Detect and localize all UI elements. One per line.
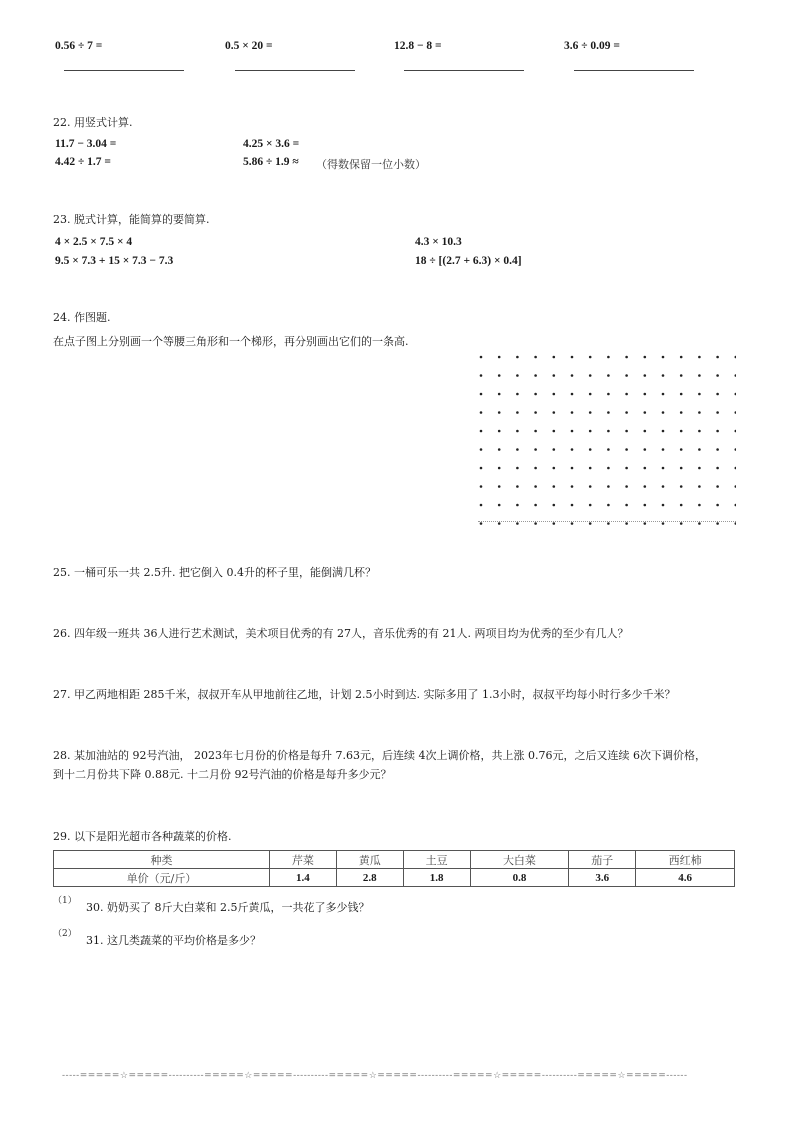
- q28-line-1: 28. 某加油站的 92号汽油， 2023年七月份的价格是每升 7.63元，后连续 4次上调价格，共上涨 0.76元，之后又连续 6次下调价格，: [53, 749, 706, 762]
- grid-dot[interactable]: [644, 374, 647, 377]
- q22-item-3: 4.42 ÷ 1.7 =: [55, 156, 111, 168]
- grid-dot[interactable]: [571, 485, 574, 488]
- price-cell: 2.8: [336, 869, 403, 887]
- grid-dot[interactable]: [516, 374, 519, 377]
- grid-dot[interactable]: [571, 374, 574, 377]
- grid-dot[interactable]: [516, 356, 519, 359]
- grid-dot[interactable]: [553, 504, 556, 507]
- header-cell: 种类: [54, 851, 270, 869]
- q23-item-4: 18 ÷ [(2.7 + 6.3) × 0.4]: [415, 255, 522, 267]
- grid-dot[interactable]: [498, 430, 501, 433]
- grid-dot[interactable]: [662, 504, 665, 507]
- table-header-row: [54, 851, 735, 869]
- grid-dot[interactable]: [480, 485, 483, 488]
- grid-dot[interactable]: [625, 448, 628, 451]
- grid-dot[interactable]: [680, 430, 683, 433]
- grid-dot[interactable]: [698, 467, 701, 470]
- row-label: 单价（元/斤）: [54, 869, 270, 887]
- grid-dot[interactable]: [716, 393, 719, 396]
- grid-dot[interactable]: [553, 411, 556, 414]
- grid-dot[interactable]: [607, 448, 610, 451]
- grid-dot[interactable]: [625, 522, 628, 525]
- grid-dot[interactable]: [516, 448, 519, 451]
- grid-dot[interactable]: [698, 504, 701, 507]
- grid-dot[interactable]: [607, 411, 610, 414]
- grid-dot[interactable]: [480, 448, 483, 451]
- answer-line-1[interactable]: [64, 70, 184, 71]
- grid-dot[interactable]: [662, 374, 665, 377]
- calc-expr-3: 12.8 − 8 =: [394, 40, 442, 52]
- grid-dot[interactable]: [534, 522, 537, 525]
- grid-dot[interactable]: [625, 356, 628, 359]
- grid-dot[interactable]: [662, 356, 665, 359]
- grid-dot[interactable]: [553, 448, 556, 451]
- header-cell: 大白菜: [470, 851, 569, 869]
- header-cell: 茄子: [569, 851, 636, 869]
- answer-line-3[interactable]: [404, 70, 524, 71]
- grid-dot[interactable]: [553, 393, 556, 396]
- grid-dot[interactable]: [662, 430, 665, 433]
- q22-item-2: 4.25 × 3.6 =: [243, 138, 300, 150]
- grid-dot[interactable]: [735, 393, 737, 396]
- grid-dot[interactable]: [553, 522, 556, 525]
- grid-dot[interactable]: [644, 430, 647, 433]
- grid-dot[interactable]: [589, 430, 592, 433]
- q29-title: 29. 以下是阳光超市各种蔬菜的价格.: [53, 830, 232, 843]
- answer-line-2[interactable]: [235, 70, 355, 71]
- grid-dot[interactable]: [534, 393, 537, 396]
- grid-dot[interactable]: [553, 430, 556, 433]
- grid-dot[interactable]: [498, 485, 501, 488]
- grid-dot[interactable]: [716, 485, 719, 488]
- grid-dot[interactable]: [534, 467, 537, 470]
- q28-line-2: 到十二月份共下降 0.88元. 十二月份 92号汽油的价格是每升多少元？: [53, 768, 392, 781]
- grid-dot[interactable]: [571, 411, 574, 414]
- grid-dot[interactable]: [589, 485, 592, 488]
- grid-dot[interactable]: [680, 374, 683, 377]
- header-cell: 黄瓜: [336, 851, 403, 869]
- answer-line-4[interactable]: [574, 70, 694, 71]
- vegetable-price-table: [53, 850, 735, 887]
- grid-dot[interactable]: [698, 448, 701, 451]
- price-cell: 1.8: [403, 869, 470, 887]
- grid-dot[interactable]: [662, 522, 665, 525]
- grid-dot[interactable]: [498, 374, 501, 377]
- sub-question-number-2: （2）: [53, 929, 77, 939]
- q24-text: 在点子图上分别画一个等腰三角形和一个梯形，再分别画出它们的一条高.: [53, 335, 409, 348]
- grid-dot[interactable]: [607, 467, 610, 470]
- grid-dot[interactable]: [480, 430, 483, 433]
- q23-item-2: 4.3 × 10.3: [415, 236, 462, 248]
- price-cell: 1.4: [270, 869, 337, 887]
- grid-dot[interactable]: [662, 411, 665, 414]
- q25-text: 25. 一桶可乐一共 2.5升. 把它倒入 0.4升的杯子里，能倒满几杯？: [53, 566, 376, 579]
- grid-dot[interactable]: [534, 485, 537, 488]
- grid-dot[interactable]: [553, 356, 556, 359]
- grid-dot[interactable]: [680, 393, 683, 396]
- grid-dot[interactable]: [735, 411, 737, 414]
- grid-dot[interactable]: [662, 393, 665, 396]
- grid-dot[interactable]: [716, 522, 719, 525]
- grid-dot[interactable]: [534, 448, 537, 451]
- grid-dot[interactable]: [571, 522, 574, 525]
- grid-dot[interactable]: [553, 485, 556, 488]
- header-cell: 土豆: [403, 851, 470, 869]
- grid-dot[interactable]: [735, 374, 737, 377]
- grid-dot[interactable]: [534, 356, 537, 359]
- grid-dot[interactable]: [498, 411, 501, 414]
- grid-dot[interactable]: [698, 356, 701, 359]
- grid-dot[interactable]: [516, 393, 519, 396]
- grid-dot[interactable]: [716, 467, 719, 470]
- header-cell: 西红柿: [636, 851, 735, 869]
- grid-dot[interactable]: [498, 448, 501, 451]
- grid-dot[interactable]: [607, 485, 610, 488]
- grid-dot[interactable]: [644, 504, 647, 507]
- q26-text: 26. 四年级一班共 36人进行艺术测试，美术项目优秀的有 27人，音乐优秀的有 21人. 两项目均为优秀的至少有几人？: [53, 627, 629, 640]
- grid-dot[interactable]: [571, 467, 574, 470]
- grid-dot[interactable]: [589, 522, 592, 525]
- grid-dot[interactable]: [680, 485, 683, 488]
- grid-dot[interactable]: [735, 430, 737, 433]
- grid-dot[interactable]: [498, 467, 501, 470]
- grid-dot[interactable]: [607, 393, 610, 396]
- table-row: [54, 869, 735, 887]
- q30-text: 30. 奶奶买了 8斤大白菜和 2.5斤黄瓜，一共花了多少钱？: [86, 901, 370, 914]
- grid-dot[interactable]: [735, 448, 737, 451]
- sub-question-number-1: （1）: [53, 896, 77, 906]
- grid-dot[interactable]: [735, 522, 737, 525]
- grid-dot[interactable]: [644, 448, 647, 451]
- grid-dot[interactable]: [625, 411, 628, 414]
- calc-expr-1: 0.56 ÷ 7 =: [55, 40, 103, 52]
- grid-dot[interactable]: [680, 411, 683, 414]
- grid-dot[interactable]: [680, 448, 683, 451]
- grid-dot[interactable]: [716, 374, 719, 377]
- grid-dot[interactable]: [589, 374, 592, 377]
- grid-dot[interactable]: [644, 393, 647, 396]
- grid-dot[interactable]: [553, 374, 556, 377]
- grid-dot[interactable]: [498, 356, 501, 359]
- grid-dot[interactable]: [534, 504, 537, 507]
- grid-dot[interactable]: [534, 411, 537, 414]
- q24-title: 24. 作图题.: [53, 311, 111, 324]
- grid-dot[interactable]: [716, 356, 719, 359]
- header-cell: 芹菜: [270, 851, 337, 869]
- grid-dot[interactable]: [480, 467, 483, 470]
- q22-item-4: 5.86 ÷ 1.9 ≈: [243, 156, 299, 168]
- grid-dot[interactable]: [716, 448, 719, 451]
- grid-dot[interactable]: [589, 356, 592, 359]
- grid-dot[interactable]: [644, 522, 647, 525]
- grid-dot[interactable]: [498, 522, 501, 525]
- dot-grid-baseline: [478, 521, 736, 522]
- grid-dot[interactable]: [735, 356, 737, 359]
- grid-dot[interactable]: [662, 467, 665, 470]
- grid-dot[interactable]: [698, 393, 701, 396]
- grid-dot[interactable]: [680, 504, 683, 507]
- grid-dot[interactable]: [589, 411, 592, 414]
- calc-expr-2: 0.5 × 20 =: [225, 40, 273, 52]
- grid-dot[interactable]: [716, 411, 719, 414]
- grid-dot[interactable]: [516, 485, 519, 488]
- grid-dot[interactable]: [698, 411, 701, 414]
- grid-dot[interactable]: [607, 522, 610, 525]
- grid-dot[interactable]: [571, 393, 574, 396]
- grid-dot[interactable]: [516, 430, 519, 433]
- grid-dot[interactable]: [480, 393, 483, 396]
- price-cell: 0.8: [470, 869, 569, 887]
- grid-dot[interactable]: [698, 485, 701, 488]
- q22-item-1: 11.7 − 3.04 =: [55, 138, 117, 150]
- grid-dot[interactable]: [534, 374, 537, 377]
- grid-dot[interactable]: [625, 485, 628, 488]
- grid-dot[interactable]: [680, 356, 683, 359]
- grid-dot[interactable]: [571, 448, 574, 451]
- grid-dot[interactable]: [607, 374, 610, 377]
- q23-item-3: 9.5 × 7.3 + 15 × 7.3 − 7.3: [55, 255, 174, 267]
- grid-dot[interactable]: [607, 356, 610, 359]
- grid-dot[interactable]: [625, 504, 628, 507]
- grid-dot[interactable]: [589, 504, 592, 507]
- grid-dot[interactable]: [480, 504, 483, 507]
- grid-dot[interactable]: [644, 485, 647, 488]
- grid-dot[interactable]: [589, 393, 592, 396]
- price-cell: 4.6: [636, 869, 735, 887]
- grid-dot[interactable]: [625, 467, 628, 470]
- q22-note: （得数保留一位小数）: [316, 158, 426, 171]
- grid-dot[interactable]: [571, 356, 574, 359]
- grid-dot[interactable]: [680, 522, 683, 525]
- grid-dot[interactable]: [553, 467, 556, 470]
- q27-text: 27. 甲乙两地相距 285千米，叔叔开车从甲地前往乙地，计划 2.5小时到达. 实际多用了 1.3小时，叔叔平均每小时行多少千米？: [53, 688, 676, 701]
- grid-dot[interactable]: [735, 485, 737, 488]
- grid-dot[interactable]: [480, 374, 483, 377]
- grid-dot[interactable]: [698, 430, 701, 433]
- grid-dot[interactable]: [498, 393, 501, 396]
- grid-dot[interactable]: [607, 504, 610, 507]
- grid-dot[interactable]: [516, 504, 519, 507]
- grid-dot[interactable]: [589, 448, 592, 451]
- footer-divider: -----=====☆=====----------=====☆=====----------=====☆=====----------=====☆=====----------=====☆=====------: [62, 1071, 688, 1081]
- grid-dot[interactable]: [480, 356, 483, 359]
- grid-dot[interactable]: [589, 467, 592, 470]
- grid-dot[interactable]: [498, 504, 501, 507]
- grid-dot[interactable]: [735, 467, 737, 470]
- grid-dot[interactable]: [625, 393, 628, 396]
- grid-dot[interactable]: [571, 504, 574, 507]
- grid-dot[interactable]: [644, 467, 647, 470]
- grid-dot[interactable]: [698, 522, 701, 525]
- grid-dot[interactable]: [516, 522, 519, 525]
- grid-dot[interactable]: [625, 430, 628, 433]
- q31-text: 31. 这几类蔬菜的平均价格是多少？: [86, 934, 261, 947]
- q23-title: 23. 脱式计算，能简算的要简算.: [53, 213, 210, 226]
- grid-dot[interactable]: [480, 522, 483, 525]
- grid-dot[interactable]: [662, 448, 665, 451]
- grid-dot[interactable]: [698, 374, 701, 377]
- grid-dot[interactable]: [716, 430, 719, 433]
- grid-dot[interactable]: [680, 467, 683, 470]
- grid-dot[interactable]: [516, 411, 519, 414]
- q23-item-1: 4 × 2.5 × 7.5 × 4: [55, 236, 133, 248]
- grid-dot[interactable]: [480, 411, 483, 414]
- dot-grid[interactable]: [478, 354, 736, 526]
- grid-dot[interactable]: [607, 430, 610, 433]
- grid-dot[interactable]: [644, 411, 647, 414]
- grid-dot[interactable]: [735, 504, 737, 507]
- grid-dot[interactable]: [662, 485, 665, 488]
- grid-dot[interactable]: [625, 374, 628, 377]
- grid-dot[interactable]: [571, 430, 574, 433]
- grid-dot[interactable]: [716, 504, 719, 507]
- grid-dot[interactable]: [644, 356, 647, 359]
- grid-dot[interactable]: [534, 430, 537, 433]
- q22-title: 22. 用竖式计算.: [53, 116, 133, 129]
- calc-expr-4: 3.6 ÷ 0.09 =: [564, 40, 620, 52]
- grid-dot[interactable]: [516, 467, 519, 470]
- price-cell: 3.6: [569, 869, 636, 887]
